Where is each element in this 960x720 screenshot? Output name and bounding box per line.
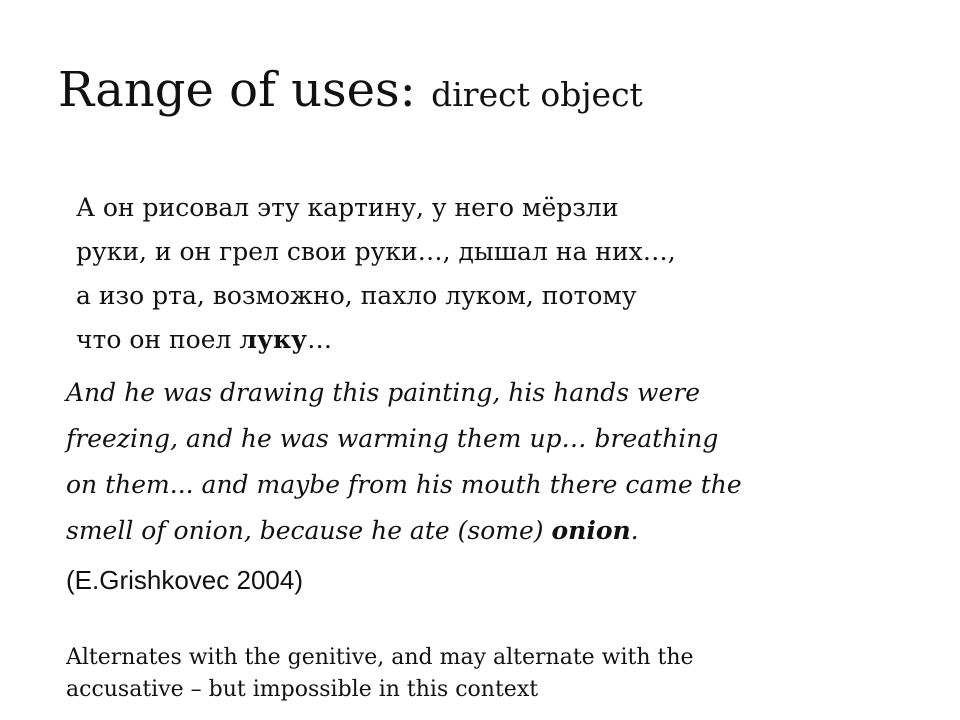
english-highlight-word: onion (551, 516, 631, 545)
english-translation (66, 370, 926, 554)
english-line-3: on them... and maybe from his mouth there came the (66, 470, 742, 499)
russian-line-2: руки, и он грел свои руки…, дышал на них…, (76, 237, 676, 266)
russian-example (76, 186, 896, 362)
citation: (E.Grishkovec 2004) (66, 565, 303, 595)
english-line-4 (66, 508, 926, 554)
russian-line-4 (76, 318, 896, 362)
russian-highlight-word: луку (239, 325, 308, 354)
note-line-1: Alternates with the genitive, and may alternate with the (66, 645, 694, 670)
slide-title (58, 60, 643, 125)
english-line-4-prefix: smell of onion, because he ate (some) (66, 516, 552, 545)
russian-line-4-prefix: что он поел (76, 325, 240, 354)
english-line-1: And he was drawing this painting, his hands were (66, 378, 700, 407)
english-line-2: freezing, and he was warming them up… breathing (66, 424, 719, 453)
russian-line-1: А он рисовал эту картину, у него мёрзли (76, 193, 619, 222)
title-main: Range of uses: (58, 62, 432, 118)
title-subtitle: direct object (431, 75, 643, 114)
english-line-4-suffix: . (630, 516, 639, 545)
usage-note (66, 642, 926, 706)
note-line-2: accusative – but impossible in this context (66, 677, 539, 702)
russian-line-3: а изо рта, возможно, пахло луком, потому (76, 281, 637, 310)
russian-line-4-suffix: … (307, 325, 333, 354)
